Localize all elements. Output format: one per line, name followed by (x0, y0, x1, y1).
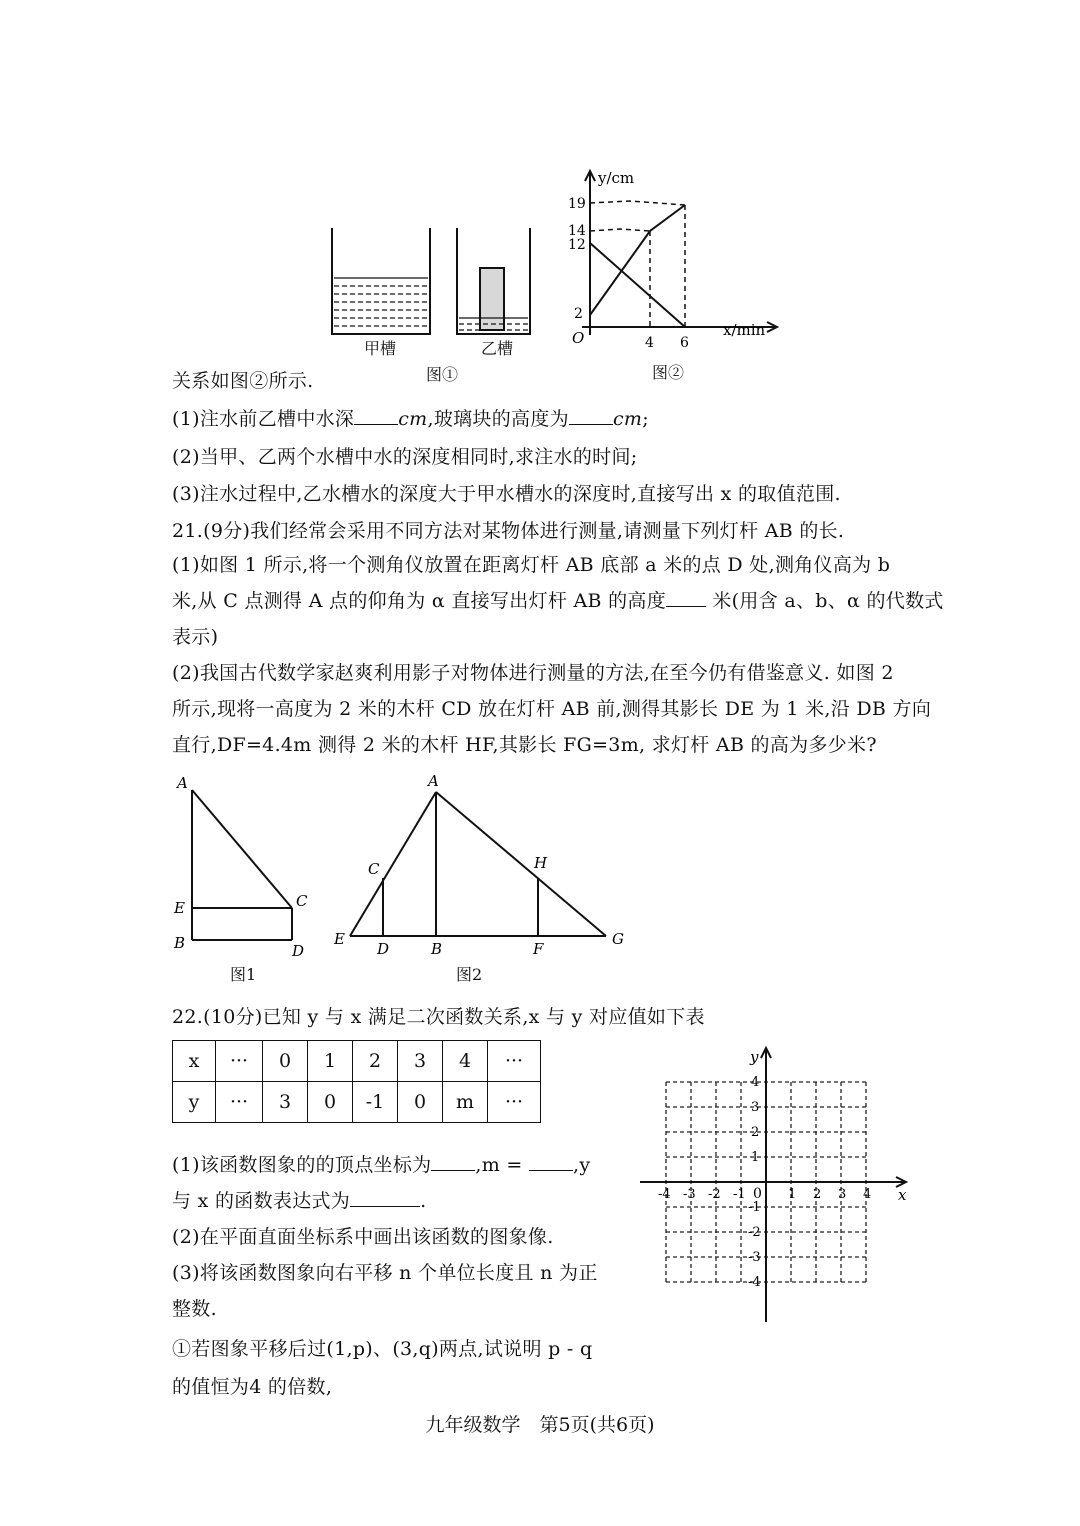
fig1-point-c: C (296, 892, 308, 910)
q22-part3-line2: 整数. (172, 1298, 217, 1320)
table-cell: ··· (488, 1041, 541, 1082)
q21-fig1-caption: 图1 (230, 965, 257, 984)
q20-intro-tail: 关系如图②所示. (172, 370, 314, 392)
tank-a-label: 甲槽 (364, 339, 397, 358)
table-cell: ··· (488, 1082, 541, 1123)
fig1-caption: 图① (426, 365, 459, 384)
grid-xtick: 2 (813, 1187, 822, 1202)
q21-part1-line1: (1)如图 1 所示,将一个测角仪放置在距离灯杆 AB 底部 a 米的点 D 处,测角仪高为 b (172, 554, 891, 576)
table-cell: -1 (353, 1082, 398, 1123)
tank-b-label: 乙槽 (481, 339, 514, 358)
glass-block (480, 268, 504, 330)
q22-part1-line1: (1)该函数图象的的顶点坐标为 ,m = ,y (172, 1154, 591, 1176)
q21-part2-line3: 直行,DF=4.4m 测得 2 米的木杆 HF,其影长 FG=3m, 求灯杆 AB 的高为多少米? (172, 734, 877, 756)
grid-y-label: y (750, 1048, 759, 1066)
graph-ytick-12: 12 (568, 237, 586, 253)
table-cell: 0 (308, 1082, 353, 1123)
q22-part1-line2: 与 x 的函数表达式为 . (172, 1190, 427, 1212)
q20-part1: (1)注水前乙槽中水深 cm,玻璃块的高度为 cm; (172, 408, 649, 430)
q22-value-table (172, 1040, 541, 1123)
table-row (173, 1082, 541, 1123)
q21-blank-height[interactable] (666, 589, 706, 607)
fig2-point-d: D (377, 940, 390, 958)
fig2-point-f: F (533, 940, 544, 958)
table-cell: 0 (263, 1041, 308, 1082)
graph-ytick-19: 19 (568, 196, 586, 212)
dashed-19 (590, 201, 685, 205)
q22-part2: (2)在平面直面坐标系中画出该函数的图象像. (172, 1226, 554, 1248)
q22-blank-vertex[interactable] (431, 1153, 475, 1171)
fig2-point-b: B (431, 940, 443, 958)
fig1-point-e: E (174, 899, 185, 917)
grid-origin: 0 (753, 1186, 762, 1202)
table-cell: 4 (443, 1041, 488, 1082)
grid-xtick: 3 (838, 1187, 847, 1202)
dashed-14 (590, 229, 650, 231)
q22-part3-sub1-line1: ①若图象平移后过(1,p)、(3,q)两点,试说明 p - q (172, 1338, 593, 1360)
q20-part2: (2)当甲、乙两个水槽中水的深度相同时,求注水的时间; (172, 446, 638, 468)
table-cell: 3 (263, 1082, 308, 1123)
fig2-point-g: G (612, 930, 624, 948)
graph-x-label: x/min (723, 321, 766, 339)
grid-xtick: -4 (658, 1187, 671, 1202)
graph-origin: O (572, 329, 585, 347)
grid-x-label: x (898, 1186, 907, 1204)
q21-figure1 (168, 770, 318, 965)
graph-ytick-14: 14 (568, 223, 586, 239)
table-cell: x (173, 1041, 216, 1082)
q21-fig2-caption: 图2 (456, 965, 483, 984)
grid-xtick: -2 (708, 1187, 721, 1202)
grid-ytick: -1 (748, 1200, 761, 1215)
q21-part2-line2: 所示,现将一高度为 2 米的木杆 CD 放在灯杆 AB 前,测得其影长 DE 为 1 米,沿 DB 方向 (172, 698, 932, 720)
q20-blank-depth[interactable] (354, 407, 398, 425)
q21-figure2 (330, 770, 630, 965)
q22-part3-line1: (3)将该函数图象向右平移 n 个单位长度且 n 为正 (172, 1262, 598, 1284)
table-cell: 0 (398, 1082, 443, 1123)
table-cell: 3 (398, 1041, 443, 1082)
graph-ytick-2: 2 (574, 306, 583, 322)
q21-head: 21.(9分)我们经常会采用不同方法对某物体进行测量,请测量下列灯杆 AB 的长. (172, 520, 845, 542)
table-row (173, 1041, 541, 1082)
q21-part2-line1: (2)我国古代数学家赵爽利用影子对物体进行测量的方法,在至今仍有借鉴意义. 如图 2 (172, 662, 894, 684)
page-footer: 九年级数学 第5页(共6页) (425, 1414, 655, 1436)
fig2-point-c: C (368, 860, 380, 878)
table-cell: ··· (216, 1082, 263, 1123)
depth-time-graph (560, 165, 790, 355)
grid-ytick: 1 (751, 1150, 760, 1165)
grid-xtick: 4 (863, 1187, 872, 1202)
q20-blank-height[interactable] (569, 407, 613, 425)
fig2-caption: 图② (652, 363, 685, 382)
graph-y-label: y/cm (598, 169, 635, 187)
q22-blank-expression[interactable] (350, 1189, 420, 1207)
fig1-point-a: A (177, 774, 188, 792)
grid-ytick: 2 (751, 1125, 760, 1140)
q22-head: 22.(10分)已知 y 与 x 满足二次函数关系,x 与 y 对应值如下表 (172, 1006, 705, 1028)
grid-xtick: 1 (788, 1187, 797, 1202)
grid-ytick: -4 (748, 1275, 761, 1290)
fig2-point-a: A (428, 772, 439, 790)
q21-part1-line2: 米,从 C 点测得 A 点的仰角为 α 直接写出灯杆 AB 的高度 米(用含 a、b、α 的代数式 (172, 590, 944, 612)
line-tank-a (590, 243, 685, 327)
grid-ytick: 4 (751, 1075, 760, 1090)
graph-xtick-6: 6 (680, 335, 689, 351)
grid-xtick: -3 (683, 1187, 696, 1202)
fig1-point-d: D (292, 942, 305, 960)
graph-xtick-4: 4 (645, 335, 654, 351)
grid-ytick: -2 (748, 1225, 761, 1240)
fig2-point-h: H (534, 854, 548, 872)
table-cell: ··· (216, 1041, 263, 1082)
tank-a-water (334, 278, 428, 326)
q22-coordinate-grid (636, 1040, 916, 1330)
fig1-point-b: B (174, 934, 186, 952)
table-cell: y (173, 1082, 216, 1123)
table-cell: m (443, 1082, 488, 1123)
fig2-point-e: E (334, 930, 345, 948)
q22-blank-m[interactable] (529, 1153, 573, 1171)
q21-part1-line3: 表示) (172, 626, 219, 648)
table-cell: 1 (308, 1041, 353, 1082)
grid-ytick: -3 (748, 1250, 761, 1265)
grid-xtick: -1 (733, 1187, 746, 1202)
grid-ytick: 3 (751, 1100, 760, 1115)
table-cell: 2 (353, 1041, 398, 1082)
q22-part3-sub1-line2: 的值恒为4 的倍数, (172, 1376, 333, 1398)
line-tank-b (590, 205, 685, 315)
q20-part3: (3)注水过程中,乙水槽水的深度大于甲水槽水的深度时,直接写出 x 的取值范围. (172, 483, 841, 505)
